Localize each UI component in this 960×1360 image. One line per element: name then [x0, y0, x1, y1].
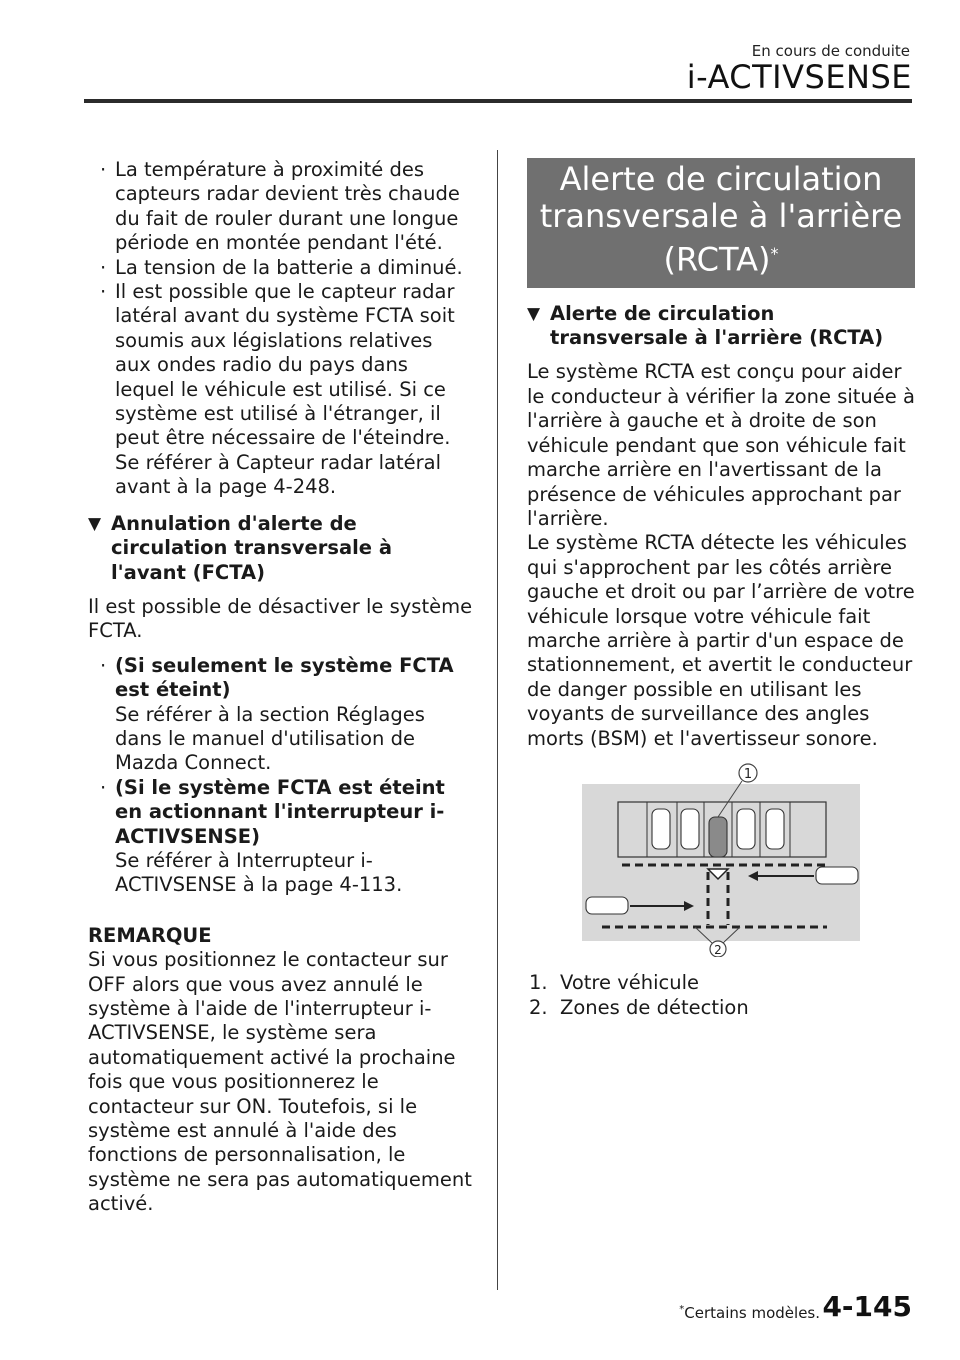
bullet-item: · Il est possible que le capteur radar latéral avant du système FCTA soit soumis aux législations relatives aux ondes radio du pays dans lequel le véhicule est utilisé. Si ce système est utilisé à l'étranger, il peut être nécessaire de l'éteindre. Se référer à Capteur radar latéral avant à la page 4-248.	[100, 280, 473, 500]
footnote-mark: *	[679, 1304, 685, 1315]
callout-label-2: 2	[714, 942, 722, 957]
option-item	[100, 654, 473, 776]
banner-title: (RCTA)	[663, 240, 771, 279]
legend-number: 2.	[529, 995, 548, 1019]
diagram-background	[582, 784, 860, 941]
footnote-text: Certains modèles.	[684, 1304, 820, 1322]
option-text: Se référer à la section Réglages dans le manuel d'utilisation de Mazda Connect.	[115, 702, 425, 775]
description-line: présence de véhicules approchant par	[527, 482, 901, 506]
banner-line: Alerte de circulation	[559, 160, 883, 198]
rcta-diagram	[582, 757, 860, 957]
intro-paragraph: Il est possible de désactiver le système FCTA.	[88, 594, 473, 643]
description-paragraph	[527, 360, 917, 531]
parked-car	[652, 809, 670, 849]
option-item	[100, 776, 473, 898]
legend-label: Zones de détection	[560, 995, 749, 1019]
footnote	[679, 1304, 820, 1322]
section-banner	[527, 158, 915, 288]
description-line: l'arrière.	[527, 506, 609, 530]
right-column	[527, 158, 917, 1020]
description-paragraph: Le système RCTA détecte les véhicules qui s'approchent par les côtés arrière gauche et droit ou par l’arrière de votre véhicule lorsque votre véhicule fait marche arrière à partir d'un espace de stationnement, et avertit le conducteur de danger possible en utilisant les voyants de surveillance des angles morts (BSM) et l'avertisseur sonore.	[527, 531, 915, 750]
legend-number: 1.	[529, 971, 548, 995]
option-title: · (Si le système FCTA est éteint en actionnant l'interrupteur i-ACTIVSENSE)	[115, 775, 445, 848]
running-header-section: En cours de conduite	[751, 42, 910, 60]
header-rule	[84, 99, 912, 103]
bullet-item: · La température à proximité des capteurs radar devient très chaude du fait de rouler durant une longue période en montée pendant l'été.	[100, 158, 473, 256]
legend-item	[527, 971, 917, 995]
banner-line	[527, 235, 915, 279]
running-header-chapter: i-ACTIVSENSE	[686, 58, 912, 96]
legend-label: Votre véhicule	[560, 971, 700, 995]
triangle-down-icon: ▼	[88, 513, 102, 534]
section-heading-text: Alerte de circulation transversale à l'arrière (RCTA)	[550, 301, 884, 350]
legend-item	[527, 996, 917, 1020]
option-title: · (Si seulement le système FCTA est éteint)	[115, 653, 454, 702]
approaching-car	[586, 897, 628, 914]
description-line: véhicule pendant que son véhicule fait	[527, 433, 906, 457]
parked-car	[737, 809, 755, 849]
legend-list	[527, 971, 917, 1020]
parked-car	[766, 809, 784, 849]
column-divider	[497, 150, 498, 1290]
triangle-down-icon: ▼	[527, 303, 541, 324]
callout-label-1: 1	[743, 766, 753, 782]
banner-footnote-mark: *	[770, 244, 779, 263]
parked-car	[681, 809, 699, 849]
section-heading-text: Annulation d'alerte de circulation transversale à l'avant (FCTA)	[111, 511, 392, 584]
own-vehicle	[709, 817, 727, 857]
section-heading-fcta-cancel	[88, 512, 473, 585]
page-number: 4-145	[822, 1290, 912, 1323]
note-heading: REMARQUE	[88, 923, 212, 947]
section-heading-rcta	[527, 302, 917, 351]
description-line: l'arrière à gauche et à droite de son	[527, 409, 877, 433]
description-line: Le système RCTA est conçu pour aider	[527, 360, 902, 384]
left-column	[88, 158, 473, 1217]
banner-line: transversale à l'arrière	[539, 197, 903, 235]
note-text: Si vous positionnez le contacteur sur OFF alors que vous avez annulé le système à l'aide de l'interrupteur i-ACTIVSENSE, le système sera automatiquement activé la prochaine fois que vous positionnerez le contacteur sur ON. Toutefois, si le système est annulé à l'aide des fonctions de personnalisation, le système ne sera pas automatiquement activé.	[88, 948, 472, 1216]
description-line: le conducteur à vérifier la zone située à	[527, 384, 915, 408]
option-text: Se référer à Interrupteur i-ACTIVSENSE à la page 4-113.	[115, 848, 403, 897]
bullet-item: · La tension de la batterie a diminué.	[100, 256, 473, 280]
approaching-car	[816, 867, 858, 884]
description-line: marche arrière en l'avertissant de la	[527, 458, 882, 482]
